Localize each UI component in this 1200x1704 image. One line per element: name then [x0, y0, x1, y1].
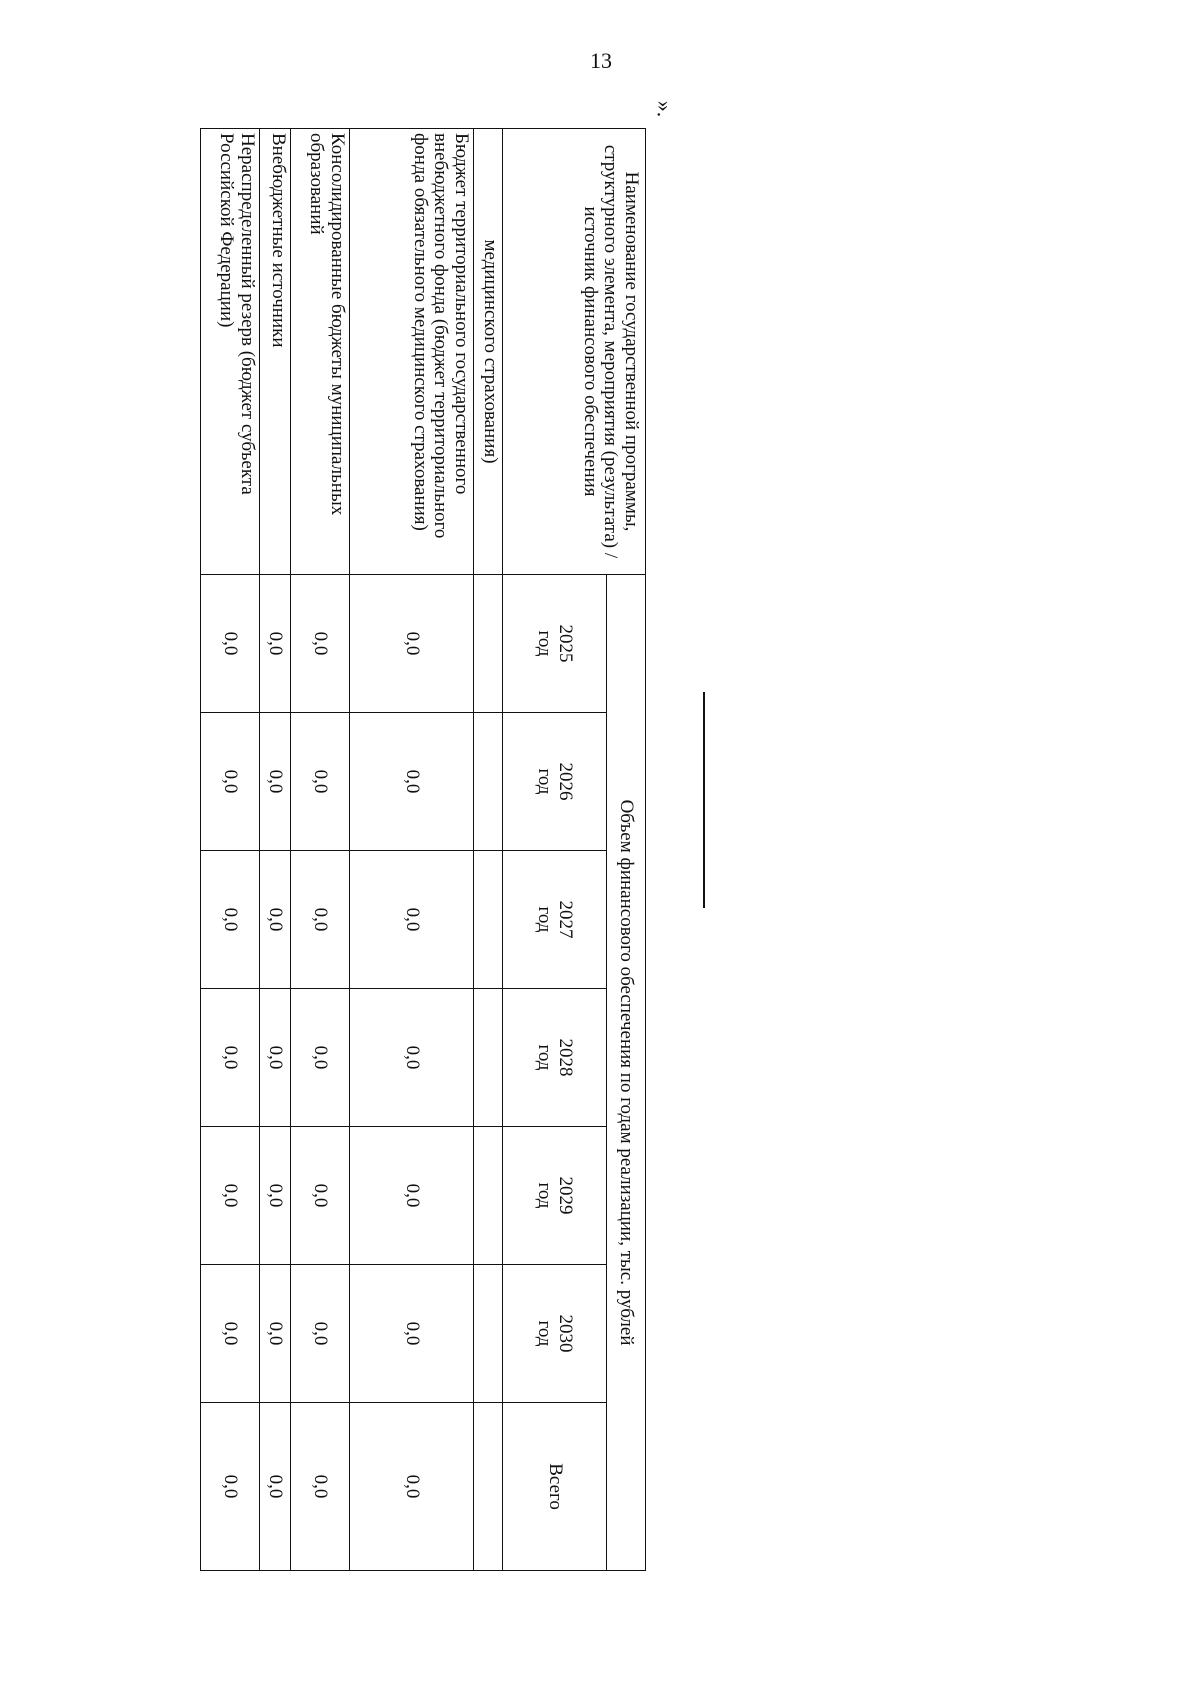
table-cell-empty [473, 575, 502, 713]
table-cell-value: 0,0 [291, 575, 350, 713]
table-cell-value: 0,0 [291, 1127, 350, 1265]
table-cell-value: 0,0 [291, 851, 350, 989]
table-cell-value: 0,0 [259, 851, 290, 989]
table-cell-value: 0,0 [259, 1127, 290, 1265]
table-row [291, 129, 350, 1571]
table-cell-empty [473, 989, 502, 1127]
header-row-top [607, 129, 646, 1571]
financing-table-container [200, 128, 646, 1570]
table-cell-total: 0,0 [259, 1403, 290, 1571]
table-cell-total: 0,0 [291, 1403, 350, 1571]
year-unit: год [534, 906, 556, 933]
table-cell-value: 0,0 [201, 1127, 260, 1265]
column-header-year-2028 [503, 989, 607, 1127]
table-cell-value: 0,0 [349, 575, 473, 713]
year-label: 2027 [555, 900, 577, 939]
column-header-name: Наименование государственной программы, структурного элемента, мероприятия (результата) / источник финансового обеспечения [503, 129, 646, 575]
separator-line [703, 692, 705, 908]
column-header-year-2030 [503, 1265, 607, 1403]
year-unit: год [534, 1182, 556, 1209]
column-header-financing-group: Объем финансового обеспечения по годам реализации, тыс. рублей [607, 575, 646, 1571]
table-cell-value: 0,0 [291, 989, 350, 1127]
row-name-continuation: медицинского страхования) [473, 129, 502, 575]
row-name-extrabudgetary: Внебюджетные источники [259, 129, 290, 575]
table-cell-value: 0,0 [349, 1127, 473, 1265]
table-cell-empty [473, 713, 502, 851]
table-cell-value: 0,0 [201, 989, 260, 1127]
table-cell-value: 0,0 [349, 1265, 473, 1403]
table-cell-value: 0,0 [259, 1265, 290, 1403]
table-cell-total: 0,0 [201, 1403, 260, 1571]
year-unit: год [534, 630, 556, 657]
table-cell-empty [473, 1265, 502, 1403]
year-unit: год [534, 1044, 556, 1071]
column-header-year-2025 [503, 575, 607, 713]
table-row [201, 129, 260, 1571]
year-label: 2030 [555, 1314, 577, 1353]
table-cell-value: 0,0 [259, 989, 290, 1127]
table-cell-empty [473, 1403, 502, 1571]
table-cell-value: 0,0 [291, 713, 350, 851]
table-cell-value: 0,0 [201, 851, 260, 989]
page-number: 13 [590, 48, 612, 73]
closing-quote-mark: ». [652, 100, 678, 118]
column-header-year-2027 [503, 851, 607, 989]
financing-table [200, 128, 646, 1571]
table-cell-value: 0,0 [201, 575, 260, 713]
year-label: 2025 [555, 624, 577, 663]
table-cell-empty [473, 851, 502, 989]
table-cell-value: 0,0 [349, 851, 473, 989]
column-header-year-2029 [503, 1127, 607, 1265]
table-cell-value: 0,0 [349, 713, 473, 851]
row-name-territorial-fund: Бюджет территориального государственного внебюджетного фонда (бюджет территориального фонда обязательного медицинского страхования) [349, 129, 473, 575]
column-header-total: Всего [503, 1403, 607, 1571]
table-cell-value: 0,0 [291, 1265, 350, 1403]
column-header-year-2026 [503, 713, 607, 851]
year-unit: год [534, 1320, 556, 1347]
table-row [349, 129, 473, 1571]
table-row-continuation [473, 129, 502, 1571]
table-cell-value: 0,0 [201, 1265, 260, 1403]
table-cell-value: 0,0 [259, 713, 290, 851]
table-cell-value: 0,0 [201, 713, 260, 851]
year-unit: год [534, 768, 556, 795]
table-cell-empty [473, 1127, 502, 1265]
table-cell-value: 0,0 [349, 989, 473, 1127]
table-cell-total: 0,0 [349, 1403, 473, 1571]
year-label: 2028 [555, 1038, 577, 1077]
row-name-municipal-budgets: Консолидированные бюджеты муниципальных образований [291, 129, 350, 575]
table-row [259, 129, 290, 1571]
row-name-unallocated-reserve: Нераспределенный резерв (бюджет субъекта Российской Федерации) [201, 129, 260, 575]
table-cell-value: 0,0 [259, 575, 290, 713]
year-label: 2029 [555, 1176, 577, 1215]
year-label: 2026 [555, 762, 577, 801]
